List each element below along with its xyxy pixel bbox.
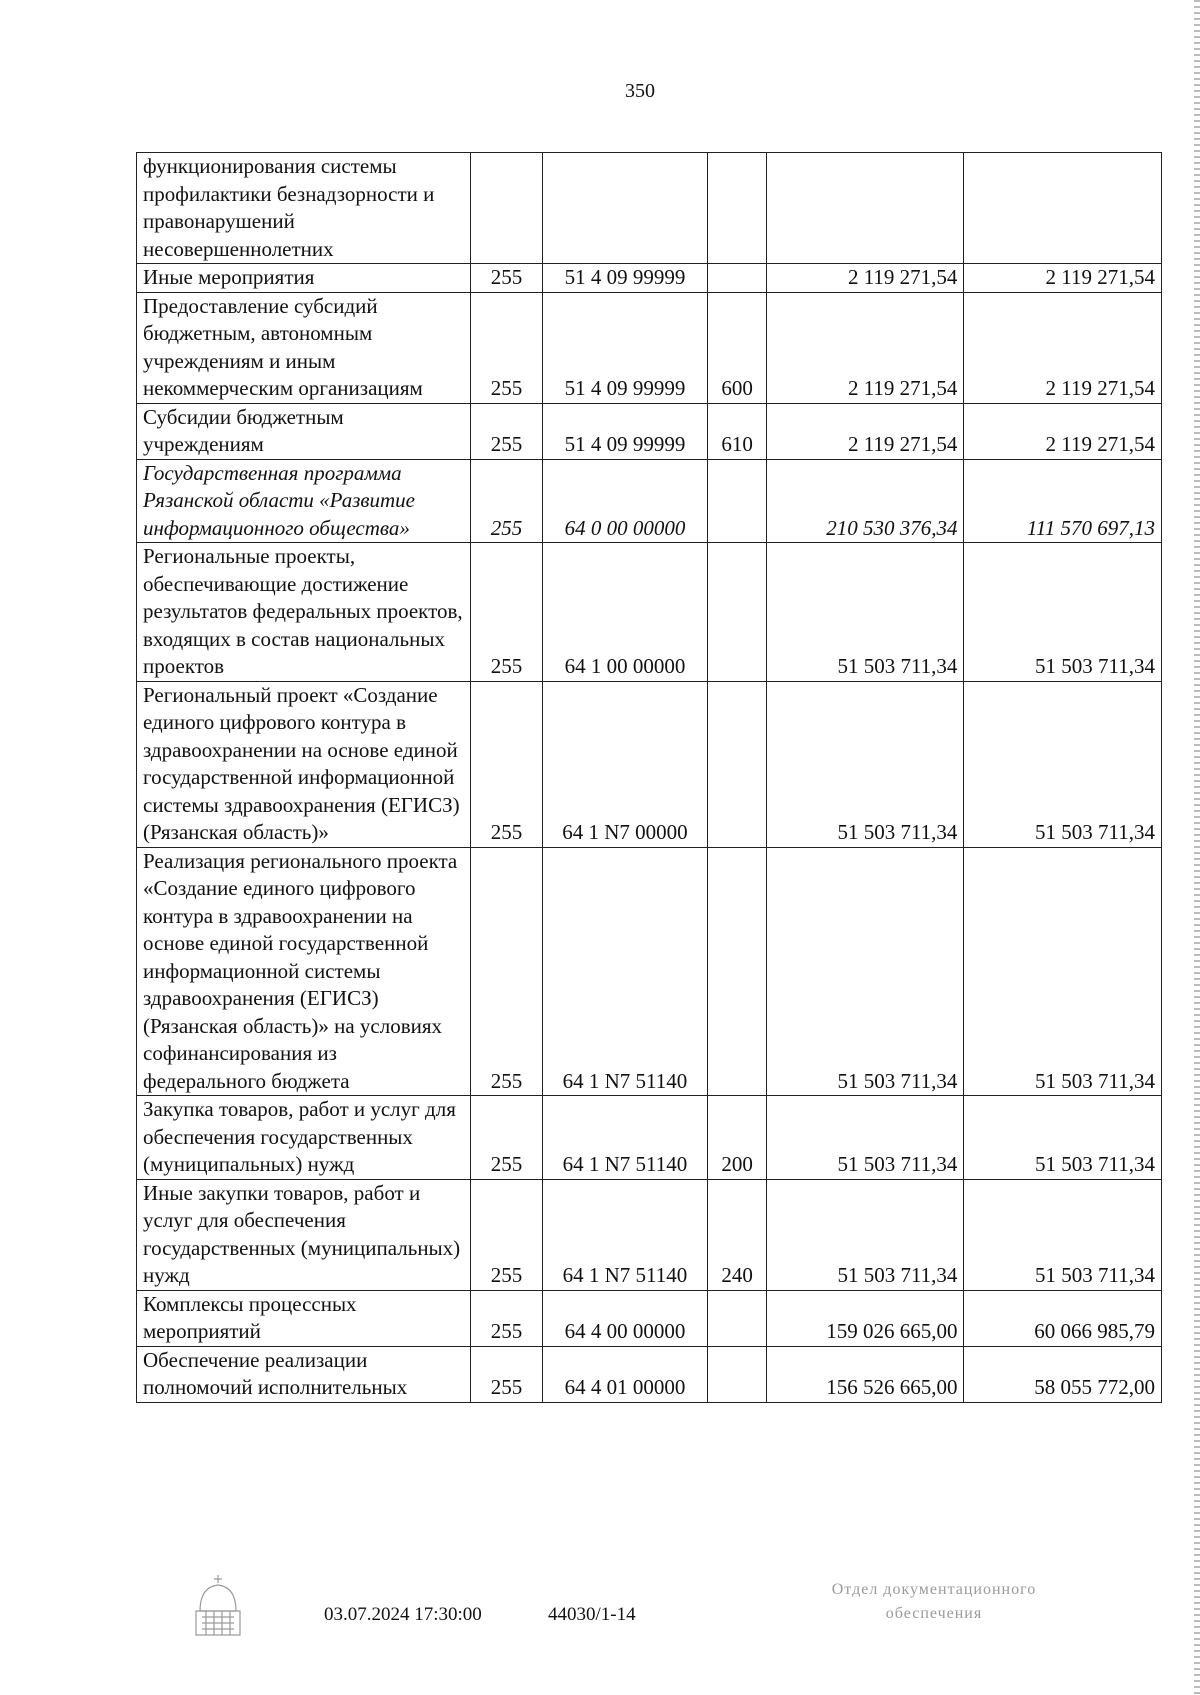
row-sum-2: 60 066 985,79: [964, 1290, 1162, 1346]
row-code: 255: [471, 543, 543, 682]
table-row: [137, 543, 1162, 682]
table-row: [137, 1096, 1162, 1180]
footer-doc-number: 44030/1-14: [548, 1604, 636, 1625]
row-code: 255: [471, 403, 543, 459]
row-sum-1: 2 119 271,54: [766, 264, 964, 293]
row-sum-2: 2 119 271,54: [964, 264, 1162, 293]
row-name: Региональный проект «Создание единого цифрового контура в здравоохранении на основе единой государственной информационной системы здравоохранения (ЕГИСЗ) (Рязанская область)»: [137, 681, 471, 847]
table-row: [137, 264, 1162, 293]
row-expense-type: [708, 459, 767, 543]
row-sum-1: [766, 153, 964, 264]
row-sum-1: 210 530 376,34: [766, 459, 964, 543]
row-code: 255: [471, 1290, 543, 1346]
row-code: [471, 153, 543, 264]
row-expense-type: [708, 847, 767, 1096]
page-number: 350: [625, 80, 655, 102]
row-name: Иные закупки товаров, работ и услуг для обеспечения государственных (муниципальных) нужд: [137, 1179, 471, 1290]
row-expense-type: [708, 153, 767, 264]
row-target-code: [542, 153, 707, 264]
row-sum-2: 51 503 711,34: [964, 543, 1162, 682]
row-sum-1: 2 119 271,54: [766, 292, 964, 403]
row-code: 255: [471, 264, 543, 293]
row-target-code: 51 4 09 99999: [542, 292, 707, 403]
row-target-code: 51 4 09 99999: [542, 264, 707, 293]
row-name: Обеспечение реализации полномочий исполнительных: [137, 1346, 471, 1402]
budget-table: [136, 152, 1162, 1403]
row-name: Комплексы процессных мероприятий: [137, 1290, 471, 1346]
table-row: [137, 847, 1162, 1096]
row-name: Закупка товаров, работ и услуг для обеспечения государственных (муниципальных) нужд: [137, 1096, 471, 1180]
row-expense-type: 600: [708, 292, 767, 403]
row-target-code: 51 4 09 99999: [542, 403, 707, 459]
row-code: 255: [471, 681, 543, 847]
row-sum-1: 159 026 665,00: [766, 1290, 964, 1346]
scan-edge: [1194, 0, 1200, 1695]
row-target-code: 64 1 00 00000: [542, 543, 707, 682]
row-expense-type: 200: [708, 1096, 767, 1180]
row-code: 255: [471, 1179, 543, 1290]
row-sum-2: 2 119 271,54: [964, 292, 1162, 403]
row-expense-type: 610: [708, 403, 767, 459]
row-name: Предоставление субсидий бюджетным, автономным учреждениям и иным некоммерческим организациям: [137, 292, 471, 403]
row-expense-type: [708, 264, 767, 293]
table-row: [137, 403, 1162, 459]
row-sum-1: 51 503 711,34: [766, 543, 964, 682]
row-code: 255: [471, 1096, 543, 1180]
row-code: 255: [471, 847, 543, 1096]
row-sum-2: 51 503 711,34: [964, 847, 1162, 1096]
table-row: [137, 153, 1162, 264]
row-name: Реализация регионального проекта «Создание единого цифрового контура в здравоохранении на основе единой государственной информационной системы здравоохранения (ЕГИСЗ) (Рязанская область)» на условиях софинансирования из федерального бюджета: [137, 847, 471, 1096]
row-target-code: 64 4 01 00000: [542, 1346, 707, 1402]
row-expense-type: 240: [708, 1179, 767, 1290]
table-row: [137, 681, 1162, 847]
row-sum-2: 2 119 271,54: [964, 403, 1162, 459]
table-row: [137, 1346, 1162, 1402]
department-stamp-line1: Отдел документационного: [831, 1581, 1037, 1598]
registry-stamp-icon: [188, 1571, 248, 1641]
row-name: Иные мероприятия: [137, 264, 471, 293]
row-expense-type: [708, 1290, 767, 1346]
row-target-code: 64 1 N7 51140: [542, 1179, 707, 1290]
table-row: [137, 1290, 1162, 1346]
row-target-code: 64 4 00 00000: [542, 1290, 707, 1346]
row-target-code: 64 1 N7 51140: [542, 847, 707, 1096]
row-sum-1: 156 526 665,00: [766, 1346, 964, 1402]
row-code: 255: [471, 459, 543, 543]
row-sum-2: 51 503 711,34: [964, 1179, 1162, 1290]
department-stamp: [784, 1578, 1084, 1626]
row-name: функционирования системы профилактики безнадзорности и правонарушений несовершеннолетних: [137, 153, 471, 264]
row-name: Субсидии бюджетным учреждениям: [137, 403, 471, 459]
footer-datetime: 03.07.2024 17:30:00: [324, 1604, 482, 1625]
row-expense-type: [708, 543, 767, 682]
table-row: [137, 292, 1162, 403]
row-target-code: 64 0 00 00000: [542, 459, 707, 543]
row-expense-type: [708, 681, 767, 847]
row-sum-2: [964, 153, 1162, 264]
row-expense-type: [708, 1346, 767, 1402]
row-sum-1: 2 119 271,54: [766, 403, 964, 459]
row-sum-1: 51 503 711,34: [766, 1096, 964, 1180]
row-sum-2: 51 503 711,34: [964, 681, 1162, 847]
row-code: 255: [471, 292, 543, 403]
department-stamp-line2: обеспечения: [885, 1605, 983, 1622]
row-target-code: 64 1 N7 51140: [542, 1096, 707, 1180]
row-sum-2: 51 503 711,34: [964, 1096, 1162, 1180]
row-target-code: 64 1 N7 00000: [542, 681, 707, 847]
row-sum-2: 58 055 772,00: [964, 1346, 1162, 1402]
row-code: 255: [471, 1346, 543, 1402]
row-name: Региональные проекты, обеспечивающие достижение результатов федеральных проектов, входящих в состав национальных проектов: [137, 543, 471, 682]
row-sum-1: 51 503 711,34: [766, 681, 964, 847]
row-sum-2: 111 570 697,13: [964, 459, 1162, 543]
row-name: Государственная программа Рязанской области «Развитие информационного общества»: [137, 459, 471, 543]
row-sum-1: 51 503 711,34: [766, 847, 964, 1096]
row-sum-1: 51 503 711,34: [766, 1179, 964, 1290]
table-row: [137, 459, 1162, 543]
table-row: [137, 1179, 1162, 1290]
